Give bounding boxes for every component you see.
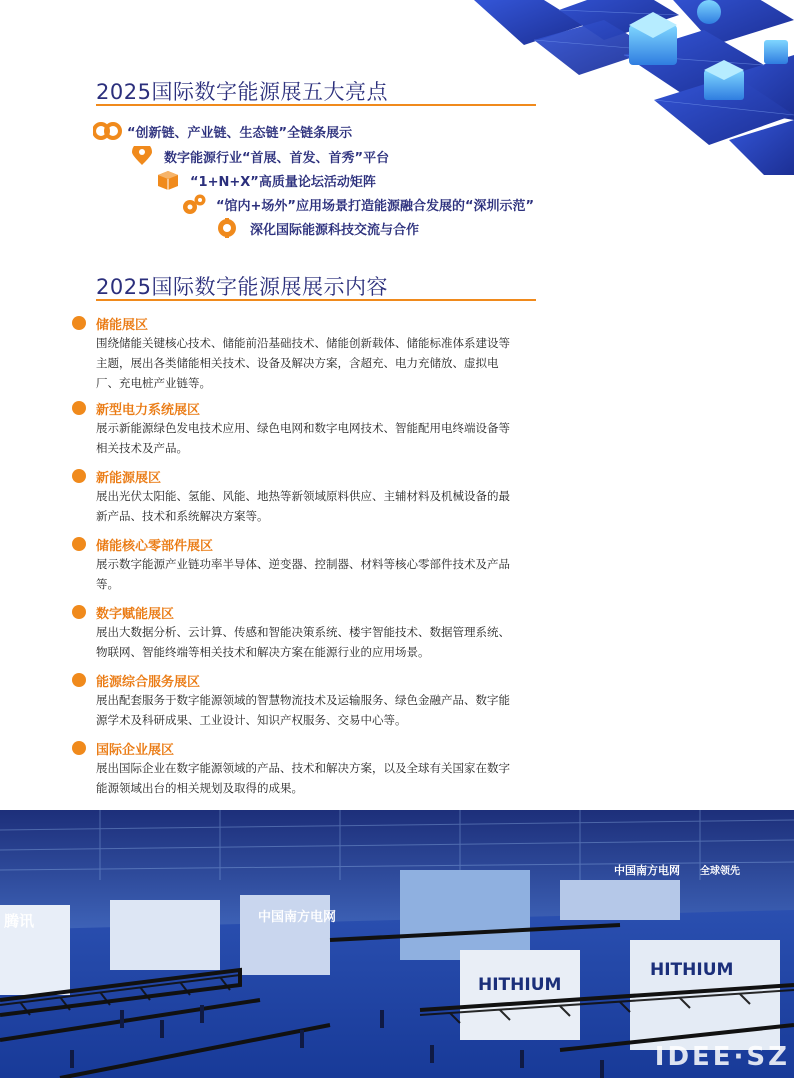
zone-name: 国际企业展区: [96, 742, 175, 758]
link-icon: [93, 121, 123, 141]
highlight-label: “1+N+X”高质量论坛活动矩阵: [190, 174, 376, 190]
highlight-item: [182, 193, 534, 215]
zone-description: [96, 622, 542, 662]
photo-sign: 中国南方电网: [614, 864, 680, 877]
content-title: 2025国际数字能源展展示内容: [96, 275, 388, 299]
content-title-rule: [96, 299, 536, 301]
bullet-dot: [72, 316, 86, 330]
zone-core-components: [72, 534, 542, 594]
highlight-item: [156, 169, 376, 191]
photo-sign: 腾讯: [4, 912, 35, 930]
zone-description: [96, 690, 542, 730]
photo-sign: HITHIUM: [478, 975, 562, 995]
bullet-dot: [72, 741, 86, 755]
zone-desc-line: 展出国际企业在数字能源领域的产品、技术和解决方案，以及全球有关国家在数字: [96, 761, 510, 775]
exhibition-hall-photo: [0, 810, 794, 1078]
zone-name: 新型电力系统展区: [96, 402, 201, 418]
zone-desc-line: 展示数字能源产业链功率半导体、逆变器、控制器、材料等核心零部件技术及产品: [96, 557, 510, 571]
zone-desc-line: 围绕储能关键核心技术、储能前沿基础技术、储能创新载体、储能标准体系建设等: [96, 336, 510, 350]
zone-desc-line: 展出光伏太阳能、氢能、风能、地热等新领域原料供应、主辅材料及机械设备的最: [96, 489, 510, 503]
zone-name: 数字赋能展区: [96, 606, 175, 622]
zone-desc-line: 等。: [96, 577, 119, 591]
photo-sign: 全球领先: [700, 866, 740, 877]
highlight-label: “创新链、产业链、生态链”全链条展示: [127, 125, 353, 141]
zone-desc-line: 能源领域出台的相关规划及取得的成果。: [96, 781, 303, 795]
zone-new-energy: [72, 466, 542, 526]
zone-desc-line: 展示新能源绿色发电技术应用、绿色电网和数字电网技术、智能配用电终端设备等: [96, 421, 510, 435]
zone-description: [96, 554, 542, 594]
bullet-dot: [72, 401, 86, 415]
zone-desc-line: 源学术及科研成果、工业设计、知识产权服务、交易中心等。: [96, 713, 407, 727]
highlights-title-rule: [96, 104, 536, 106]
zone-desc-line: 相关技术及产品。: [96, 441, 188, 455]
zone-services: [72, 670, 542, 730]
bullet-dot: [72, 537, 86, 551]
zone-name: 能源综合服务展区: [96, 674, 201, 690]
zone-desc-line: 展出配套服务于数字能源领域的智慧物流技术及运输服务、绿色金融产品、数字能: [96, 693, 510, 707]
zone-description: [96, 758, 542, 798]
zone-storage: [72, 313, 542, 393]
zone-description: [96, 486, 542, 526]
location-pin-icon: [130, 146, 160, 166]
zone-international: [72, 738, 542, 798]
highlights-title: 2025国际数字能源展五大亮点: [96, 80, 388, 104]
photo-sign: 中国南方电网: [258, 910, 337, 925]
zone-name: 新能源展区: [96, 470, 162, 486]
zone-desc-line: 新产品、技术和系统解决方案等。: [96, 509, 269, 523]
highlight-item: [93, 120, 352, 142]
zone-desc-line: 厂、充电桩产业链等。: [96, 376, 211, 390]
photo-sign: HITHIUM: [650, 960, 734, 980]
highlight-label: “馆内+场外”应用场景打造能源融合发展的“深圳示范”: [216, 198, 535, 214]
decorative-isometric-art: [464, 0, 794, 175]
highlight-label: 深化国际能源科技交流与合作: [250, 222, 420, 238]
cube-icon: [156, 170, 186, 190]
zone-digital: [72, 602, 542, 662]
gears-icon: [182, 194, 212, 214]
zone-name: 储能核心零部件展区: [96, 538, 214, 554]
zone-description: [96, 333, 542, 393]
highlight-label: 数字能源行业“首展、首发、首秀”平台: [164, 150, 390, 166]
zone-description: [96, 418, 542, 458]
bullet-dot: [72, 605, 86, 619]
watermark: IDEE·SZ: [654, 1042, 790, 1072]
zone-desc-line: 主题，展出各类储能相关技术、设备及解决方案，含超充、电力充储放、虚拟电: [96, 356, 499, 370]
zone-name: 储能展区: [96, 317, 149, 333]
highlight-item: [216, 217, 419, 239]
bullet-dot: [72, 673, 86, 687]
zone-desc-line: 物联网、智能终端等相关技术和解决方案在能源行业的应用场景。: [96, 645, 430, 659]
zone-desc-line: 展出大数据分析、云计算、传感和智能决策系统、楼宇智能技术、数据管理系统、: [96, 625, 510, 639]
highlight-item: [130, 145, 389, 167]
zone-power-system: [72, 398, 542, 458]
gear-icon: [216, 218, 246, 238]
bullet-dot: [72, 469, 86, 483]
